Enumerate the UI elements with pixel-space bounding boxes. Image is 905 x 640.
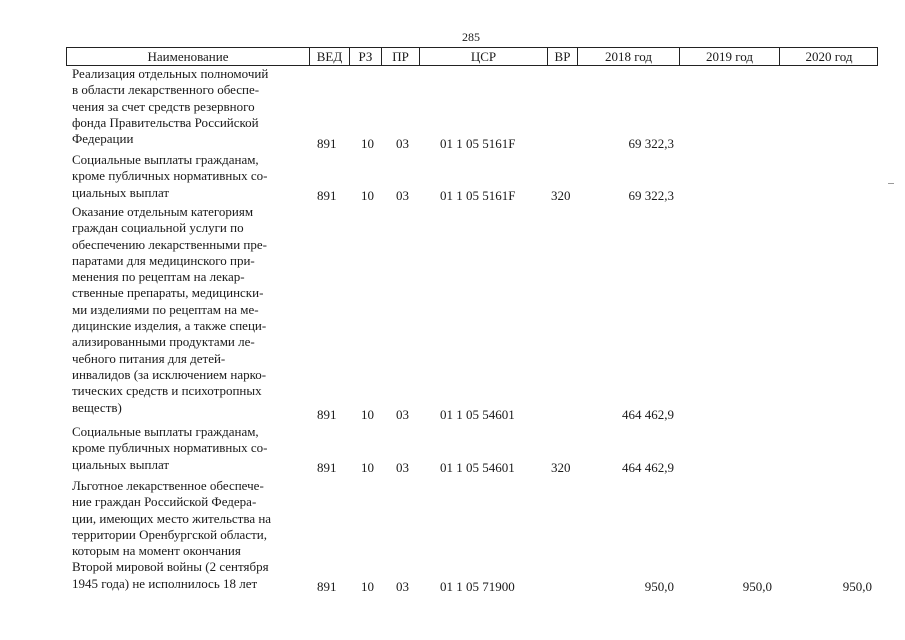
row-name-line: Социальные выплаты гражданам, bbox=[72, 424, 259, 439]
row-name bbox=[72, 152, 304, 201]
row-name-line: которым на момент окончания bbox=[72, 543, 241, 559]
row-name-line: чебного питания для детей- bbox=[72, 350, 226, 366]
cell-ved: 891 bbox=[317, 460, 337, 475]
cell-rz: 10 bbox=[361, 188, 374, 203]
row-name-line: дицинские изделия, а также специ- bbox=[72, 318, 267, 334]
cell-2018: 464 462,9 bbox=[622, 460, 674, 475]
row-name-line: циальных выплат bbox=[72, 184, 170, 200]
row-name-line: фонда Правительства Российской bbox=[72, 114, 259, 130]
cell-rz: 10 bbox=[361, 407, 374, 422]
row-name-line: ственные препараты, медицински- bbox=[72, 285, 264, 301]
table-row bbox=[0, 478, 905, 596]
row-name-line: обеспечению лекарственными пре- bbox=[72, 236, 267, 252]
cell-csr: 01 1 05 71900 bbox=[440, 579, 515, 594]
header-ved: ВЕД bbox=[310, 48, 350, 65]
header-2019: 2019 год bbox=[680, 48, 780, 65]
row-name-line: кроме публичных нормативных со- bbox=[72, 168, 268, 184]
cell-pr: 03 bbox=[396, 188, 409, 203]
cell-2018: 464 462,9 bbox=[622, 407, 674, 422]
cell-2019: 950,0 bbox=[742, 579, 772, 594]
cell-2018: 69 322,3 bbox=[628, 188, 674, 203]
row-name-line: циальных выплат bbox=[72, 456, 170, 472]
row-name-line: 1945 года) не исполнилось 18 лет bbox=[72, 575, 258, 591]
table-row bbox=[0, 424, 905, 474]
row-name-line: ние граждан Российской Федера- bbox=[72, 494, 257, 510]
row-name-line: Федерации bbox=[72, 131, 134, 147]
header-vr: ВР bbox=[548, 48, 578, 65]
table-row bbox=[0, 66, 905, 151]
cell-rz: 10 bbox=[361, 136, 374, 151]
header-csr: ЦСР bbox=[420, 48, 548, 65]
cell-ved: 891 bbox=[317, 136, 337, 151]
row-name-line: Оказание отдельным категориям bbox=[72, 204, 254, 219]
row-name-line: ми изделиями по рецептам на ме- bbox=[72, 301, 259, 317]
table-row bbox=[0, 152, 905, 202]
header-2018: 2018 год bbox=[578, 48, 680, 65]
row-name bbox=[72, 424, 304, 473]
row-name-line: чения за счет средств резервного bbox=[72, 98, 255, 114]
scan-margin-mark bbox=[888, 183, 894, 184]
table-row bbox=[0, 204, 905, 420]
cell-vr: 320 bbox=[551, 188, 571, 203]
cell-csr: 01 1 05 54601 bbox=[440, 460, 515, 475]
header-rz: РЗ bbox=[350, 48, 382, 65]
cell-vr: 320 bbox=[551, 460, 571, 475]
row-name-line: кроме публичных нормативных со- bbox=[72, 440, 268, 456]
header-name: Наименование bbox=[67, 48, 310, 65]
cell-ved: 891 bbox=[317, 188, 337, 203]
row-name-line: Второй мировой войны (2 сентября bbox=[72, 559, 269, 575]
cell-ved: 891 bbox=[317, 579, 337, 594]
cell-csr: 01 1 05 5161F bbox=[440, 188, 516, 203]
row-name-line: паратами для медицинского при- bbox=[72, 252, 255, 268]
cell-2018: 950,0 bbox=[644, 579, 674, 594]
row-name-line: Реализация отдельных полномочий bbox=[72, 66, 269, 81]
row-name bbox=[72, 66, 304, 147]
cell-ved: 891 bbox=[317, 407, 337, 422]
row-name-line: ализированными продуктами ле- bbox=[72, 334, 255, 350]
cell-csr: 01 1 05 5161F bbox=[440, 136, 516, 151]
row-name-line: территории Оренбургской области, bbox=[72, 526, 267, 542]
row-name bbox=[72, 204, 304, 416]
row-name-line: в области лекарственного обеспе- bbox=[72, 82, 260, 98]
row-name-line: Социальные выплаты гражданам, bbox=[72, 152, 259, 167]
cell-rz: 10 bbox=[361, 579, 374, 594]
row-name-line: ции, имеющих место жительства на bbox=[72, 510, 272, 526]
table-header bbox=[66, 47, 878, 66]
header-2020: 2020 год bbox=[805, 49, 853, 64]
cell-pr: 03 bbox=[396, 136, 409, 151]
cell-2018: 69 322,3 bbox=[628, 136, 674, 151]
cell-csr: 01 1 05 54601 bbox=[440, 407, 515, 422]
cell-rz: 10 bbox=[361, 460, 374, 475]
row-name-line: тических средств и психотропных bbox=[72, 383, 262, 399]
row-name-line: веществ) bbox=[72, 399, 122, 415]
page-number: 285 bbox=[462, 30, 480, 44]
row-name-line: Льготное лекарственное обеспече- bbox=[72, 478, 264, 493]
cell-pr: 03 bbox=[396, 407, 409, 422]
row-name bbox=[72, 478, 304, 592]
header-pr: ПР bbox=[382, 48, 420, 65]
row-name-line: граждан социальной услуги по bbox=[72, 220, 244, 236]
cell-pr: 03 bbox=[396, 579, 409, 594]
cell-2020: 950,0 bbox=[842, 579, 872, 594]
cell-pr: 03 bbox=[396, 460, 409, 475]
row-name-line: инвалидов (за исключением нарко- bbox=[72, 366, 267, 382]
row-name-line: менения по рецептам на лекар- bbox=[72, 269, 245, 285]
